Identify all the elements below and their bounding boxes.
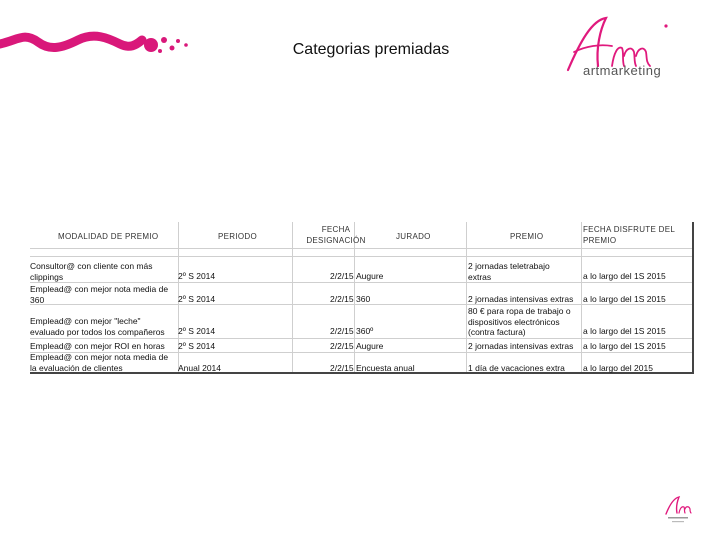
row4-disfrute: a lo largo del 1S 2015 bbox=[583, 341, 666, 351]
row3-fecha: 2/2/15 bbox=[330, 326, 354, 336]
row5-periodo: Anual 2014 bbox=[178, 363, 222, 373]
row5-modalidad-line: la evaluación de clientes bbox=[30, 362, 123, 373]
row5-disfrute: a lo largo del 2015 bbox=[583, 363, 653, 373]
row2-premio: 2 jornadas intensivas extras bbox=[468, 294, 574, 304]
row1-jurado: Augure bbox=[356, 271, 384, 281]
header-modalidad: MODALIDAD DE PREMIO bbox=[58, 232, 159, 241]
header-disfrute bbox=[583, 225, 675, 246]
header-premio: PREMIO bbox=[510, 232, 544, 241]
row3-disfrute: a lo largo del 1S 2015 bbox=[583, 326, 666, 336]
table-column-rule bbox=[581, 222, 582, 372]
row3-premio-line: dispositivos electrónicos bbox=[468, 316, 560, 327]
table-rule bbox=[30, 338, 694, 339]
row2-modalidad-line: 360 bbox=[30, 294, 45, 305]
row1-fecha: 2/2/15 bbox=[330, 271, 354, 281]
header-jurado: JURADO bbox=[396, 232, 431, 241]
row4-premio: 2 jornadas intensivas extras bbox=[468, 341, 574, 351]
table-column-rule bbox=[466, 222, 467, 372]
header-fecha bbox=[306, 225, 366, 246]
table-rule bbox=[30, 256, 694, 257]
row1-modalidad-line: Consultor@ con cliente con más bbox=[30, 261, 153, 271]
row4-fecha: 2/2/15 bbox=[330, 341, 354, 351]
table-rule bbox=[30, 248, 694, 249]
row5-modalidad-line: Emplead@ con mejor nota media de bbox=[30, 352, 169, 362]
row4-periodo: 2º S 2014 bbox=[178, 341, 216, 351]
row2-disfrute: a lo largo del 1S 2015 bbox=[583, 294, 666, 304]
header-periodo: PERIODO bbox=[218, 232, 257, 241]
row2-fecha: 2/2/15 bbox=[330, 294, 354, 304]
row4-jurado: Augure bbox=[356, 341, 384, 351]
row1-premio-line: 2 jornadas teletrabajo bbox=[468, 261, 550, 271]
row3-premio-line: 80 € para ropa de trabajo o bbox=[468, 306, 571, 316]
logo-wordmark: artmarketing bbox=[583, 63, 662, 78]
row3-periodo: 2º S 2014 bbox=[178, 326, 216, 336]
row1-premio-line: extras bbox=[468, 271, 492, 282]
slide-title: Categorias premiadas bbox=[292, 41, 450, 58]
row3-modalidad-line: evaluado por todos los compañeros bbox=[30, 326, 165, 337]
row4-modalidad: Emplead@ con mejor ROI en horas bbox=[30, 341, 165, 351]
row2-modalidad bbox=[30, 284, 168, 305]
footer-logo bbox=[662, 494, 694, 526]
row5-jurado: Encuesta anual bbox=[356, 363, 415, 373]
row1-disfrute: a lo largo del 1S 2015 bbox=[583, 271, 666, 281]
table-rule bbox=[30, 282, 694, 283]
row5-modalidad bbox=[30, 352, 168, 373]
row2-jurado: 360 bbox=[356, 294, 371, 304]
row3-premio-line: (contra factura) bbox=[468, 327, 526, 337]
header-fecha-line: DESIGNACIÓN bbox=[306, 235, 366, 245]
row2-modalidad-line: Emplead@ con mejor nota media de bbox=[30, 284, 169, 294]
row3-modalidad-line: Emplead@ con mejor "leche" bbox=[30, 316, 141, 326]
table-column-rule bbox=[292, 222, 293, 372]
row1-modalidad bbox=[30, 261, 153, 282]
row5-premio: 1 día de vacaciones extra bbox=[468, 363, 565, 373]
row1-periodo: 2º S 2014 bbox=[178, 271, 216, 281]
row1-modalidad-line: clippings bbox=[30, 271, 64, 282]
row1-premio bbox=[468, 261, 550, 282]
row5-fecha: 2/2/15 bbox=[330, 363, 354, 373]
row3-modalidad bbox=[30, 316, 165, 337]
awards-table bbox=[30, 222, 694, 374]
row3-premio bbox=[468, 306, 571, 338]
header-disfrute-line: PREMIO bbox=[583, 235, 617, 245]
row2-periodo: 2º S 2014 bbox=[178, 294, 216, 304]
table-right-border bbox=[692, 222, 694, 374]
header-disfrute-line: FECHA DISFRUTE DEL bbox=[583, 225, 676, 234]
row3-jurado: 360º bbox=[356, 326, 374, 336]
header-fecha-line: FECHA bbox=[321, 225, 351, 234]
